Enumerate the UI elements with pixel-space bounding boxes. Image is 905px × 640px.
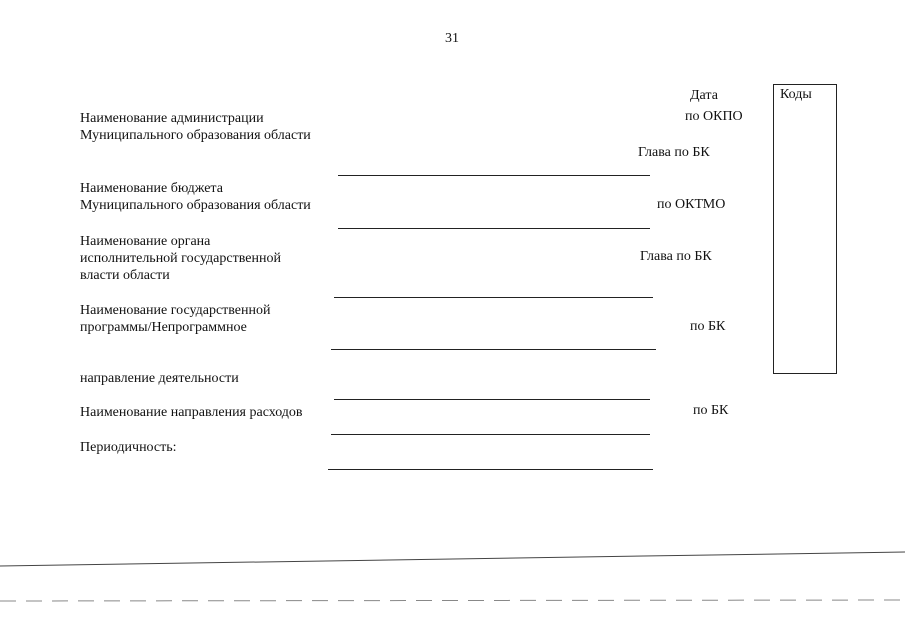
page-number: 31 (445, 31, 459, 46)
codes-header: Коды (780, 87, 812, 102)
oktmo-label: по ОКТМО (657, 197, 726, 212)
codes-box (773, 84, 837, 374)
field-label-line: Муниципального образования области (80, 128, 311, 143)
date-label: Дата (690, 88, 718, 103)
budget-name-line[interactable] (338, 228, 650, 229)
field-label-line: исполнительной государственной (80, 251, 281, 266)
expense-direction-label: Наименование направления расходов (80, 405, 303, 420)
authority-name-line[interactable] (334, 297, 653, 298)
bk-label: по БК (693, 403, 729, 418)
field-label-line: Муниципального образования области (80, 198, 311, 213)
field-label-line: власти области (80, 268, 170, 283)
bk-label: по БК (690, 319, 726, 334)
field-label-line: программы/Непрограммное (80, 320, 247, 335)
field-label-line: Наименование администрации (80, 111, 264, 126)
glava-bk-label: Глава по БК (640, 249, 712, 264)
cut-line (0, 596, 905, 606)
glava-bk-label: Глава по БК (638, 145, 710, 160)
field-label-line: Наименование государственной (80, 303, 271, 318)
periodicity-line[interactable] (328, 469, 653, 470)
admin-name-line[interactable] (338, 175, 650, 176)
field-label-line: Наименование органа (80, 234, 211, 249)
okpo-label: по ОКПО (685, 109, 743, 124)
program-name-line[interactable] (331, 349, 656, 350)
separator-line (0, 551, 905, 571)
field-label-line: Наименование бюджета (80, 181, 223, 196)
activity-direction-line[interactable] (334, 399, 650, 400)
activity-direction-label: направление деятельности (80, 371, 239, 386)
expense-direction-line[interactable] (331, 434, 650, 435)
periodicity-label: Периодичность: (80, 440, 177, 455)
